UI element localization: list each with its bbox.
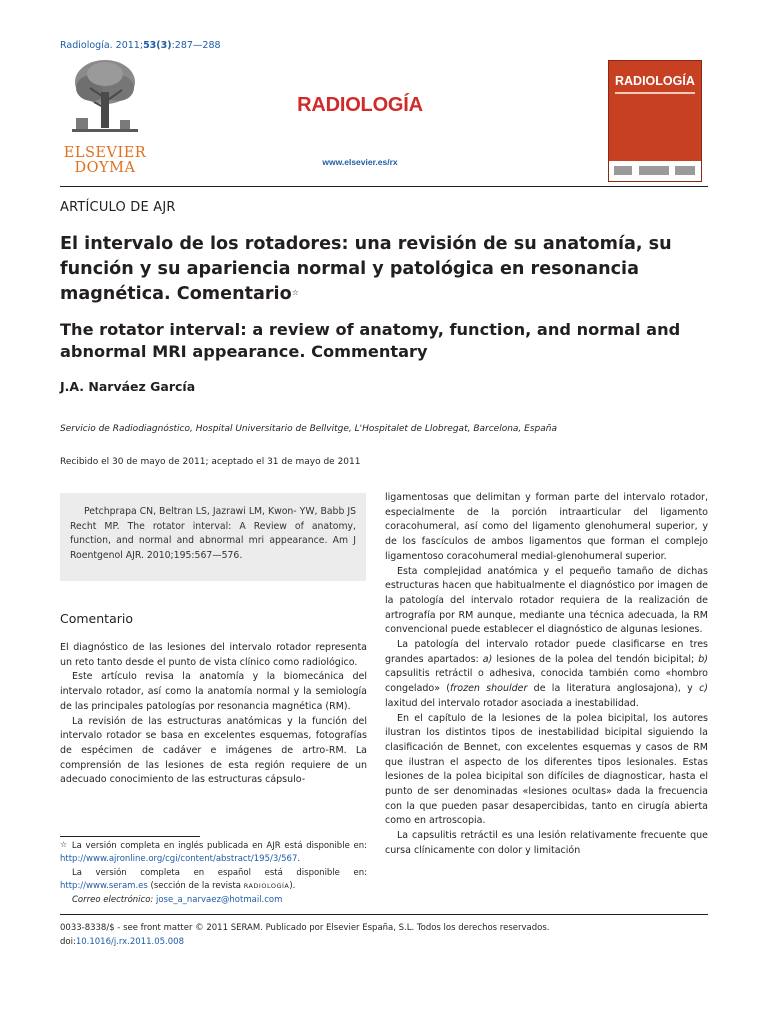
left-column <box>60 641 367 788</box>
paragraph: En el capítulo de la lesiones de la polea bicipital, los autores ilustran los distintos tipos de inestabilidad bicipital siguiendo la clasificación de Bennet, con excelentes esquemas y casos de RM que ilustran el aspecto de los diferentes tipos lesionales. Estas lesiones de la polea bicipital son difíciles de diagnosticar, hasta el punto de ser denominadas «lesiones ocultas» dada la frecuencia con la que pueden pasar desapercibidas, tanto en cirugía abierta como en artroscopia. <box>385 712 708 827</box>
reference-box <box>60 493 366 581</box>
affiliation: Servicio de Radiodiagnóstico, Hospital Universitario de Bellvitge, L'Hospitalet de Llobregat, Barcelona, España <box>60 424 557 434</box>
paragraph: La capsulitis retráctil es una lesión relativamente frecuente que cursa clínicamente con dolor y limitación <box>385 830 708 856</box>
cover-title: RADIOLOGÍA <box>615 74 695 88</box>
publisher-logo-text: ELSEVIER DOYMA <box>63 145 147 176</box>
journal-url[interactable]: www.elsevier.es/rx <box>322 157 398 167</box>
paragraph: La patología del intervalo rotador puede clasificarse en tres grandes apartados: a) lesiones de la polea del tendón bicipital; b) capsulitis retráctil o adhesiva, conocida también como «hombro congelado» (frozen shoulder de la literatura anglosajona), y c) laxitud del intervalo rotador asociada a inestabilidad. <box>385 639 708 709</box>
footnote-1: ☆ La versión completa en inglés publicada en AJR está disponible en: http://www.ajronline.org/cgi/content/abstract/195/3/567. <box>60 840 367 865</box>
reference-text: Petchprapa CN, Beltran LS, Jazrawi LM, Kwon- YW, Babb JS Recht MP. The rotator interval: A Review of anatomy, function, and normal and abnormal mri appearance. Am J Roentgenol AJR. 2010;195:567—576. <box>70 506 356 562</box>
section-heading: Comentario <box>60 611 133 626</box>
author: J.A. Narváez García <box>60 379 196 394</box>
masthead <box>60 58 708 188</box>
article-title-es: El intervalo de los rotadores: una revisión de su anatomía, su función y su apariencia normal y patológica en resonancia magnética. Comentario☆ <box>60 234 672 304</box>
masthead-divider <box>60 186 708 187</box>
cover-footer <box>609 161 701 181</box>
doi-link[interactable]: 10.1016/j.rx.2011.05.008 <box>75 937 184 947</box>
seram-link[interactable]: http://www.seram.es <box>60 881 148 892</box>
right-column <box>385 491 708 859</box>
email-link[interactable]: jose_a_narvaez@hotmail.com <box>155 894 283 905</box>
copyright-footer <box>60 921 549 949</box>
paragraph: La revisión de las estructuras anatómicas y la función del intervalo rotador se basa en excelentes esquemas, fotografías de espécimen de cadáver e imágenes de artro-RM. La comprensión de las lesiones de esta región requiere de un adecuado conocimiento de las estructuras cápsulo- <box>60 715 367 786</box>
footnote-2: La versión completa en español está disponible en: http://www.seram.es (sección de la revista RADIOLOGÍA). <box>60 867 367 892</box>
footnote-star-icon: ☆ <box>60 840 69 849</box>
elsevier-logo <box>60 58 150 180</box>
paragraph: ligamentosas que delimitan y forman parte del intervalo rotador, especialmente de la porción intraarticular del ligamento coracohumeral, así como del ligamento glenohumeral superior, y de los fascículos de ambos ligamentos que forman el complejo ligamentoso coracohumeral medial-glenohumeral superior. <box>385 492 708 562</box>
paragraph: Esta complejidad anatómica y el pequeño tamaño de dichas estructuras hacen que habitualmente el diagnóstico por imagen de la patología del intervalo rotador requiera de la realización de artrografía por RM aunque, mediante una técnica adecuada, la RM convencional puede establecer el diagnóstico de algunas lesiones. <box>385 565 708 636</box>
footnotes <box>60 840 367 907</box>
paragraph: Este artículo revisa la anatomía y la biomecánica del intervalo rotador, así como la anatomía normal y la semiología de las principales patologías por resonancia magnética (RM). <box>60 671 367 712</box>
journal-cover <box>608 60 702 182</box>
issn-line: 0033-8338/$ - see front matter © 2011 SERAM. Publicado por Elsevier España, S.L. Todos los derechos reservados. <box>60 923 550 933</box>
article-title-en: The rotator interval: a review of anatomy, function, and normal and abnormal MRI appearance. Commentary <box>60 320 681 361</box>
ajr-link[interactable]: http://www.ajronline.org/cgi/content/abstract/195/3/567 <box>60 854 298 865</box>
cover-rule <box>615 92 695 94</box>
footnote-email: Correo electrónico: jose_a_narvaez@hotmail.com <box>72 894 283 905</box>
doi-line: doi:10.1016/j.rx.2011.05.008 <box>60 937 184 947</box>
footer-divider <box>60 914 708 915</box>
journal-name: RADIOLOGÍA <box>297 94 423 116</box>
section-type: ARTÍCULO DE AJR <box>60 200 176 215</box>
journal-citation: Radiología. 2011;53(3):287—288 <box>60 40 221 51</box>
paragraph: El diagnóstico de las lesiones del intervalo rotador representa un reto tanto desde el punto de vista clínico como radiológico. <box>60 642 367 668</box>
footnote-divider <box>60 836 200 837</box>
title-footnote-star-icon[interactable]: ☆ <box>291 288 299 297</box>
received-dates: Recibido el 30 de mayo de 2011; aceptado el 31 de mayo de 2011 <box>60 457 361 467</box>
tree-icon <box>72 58 138 136</box>
